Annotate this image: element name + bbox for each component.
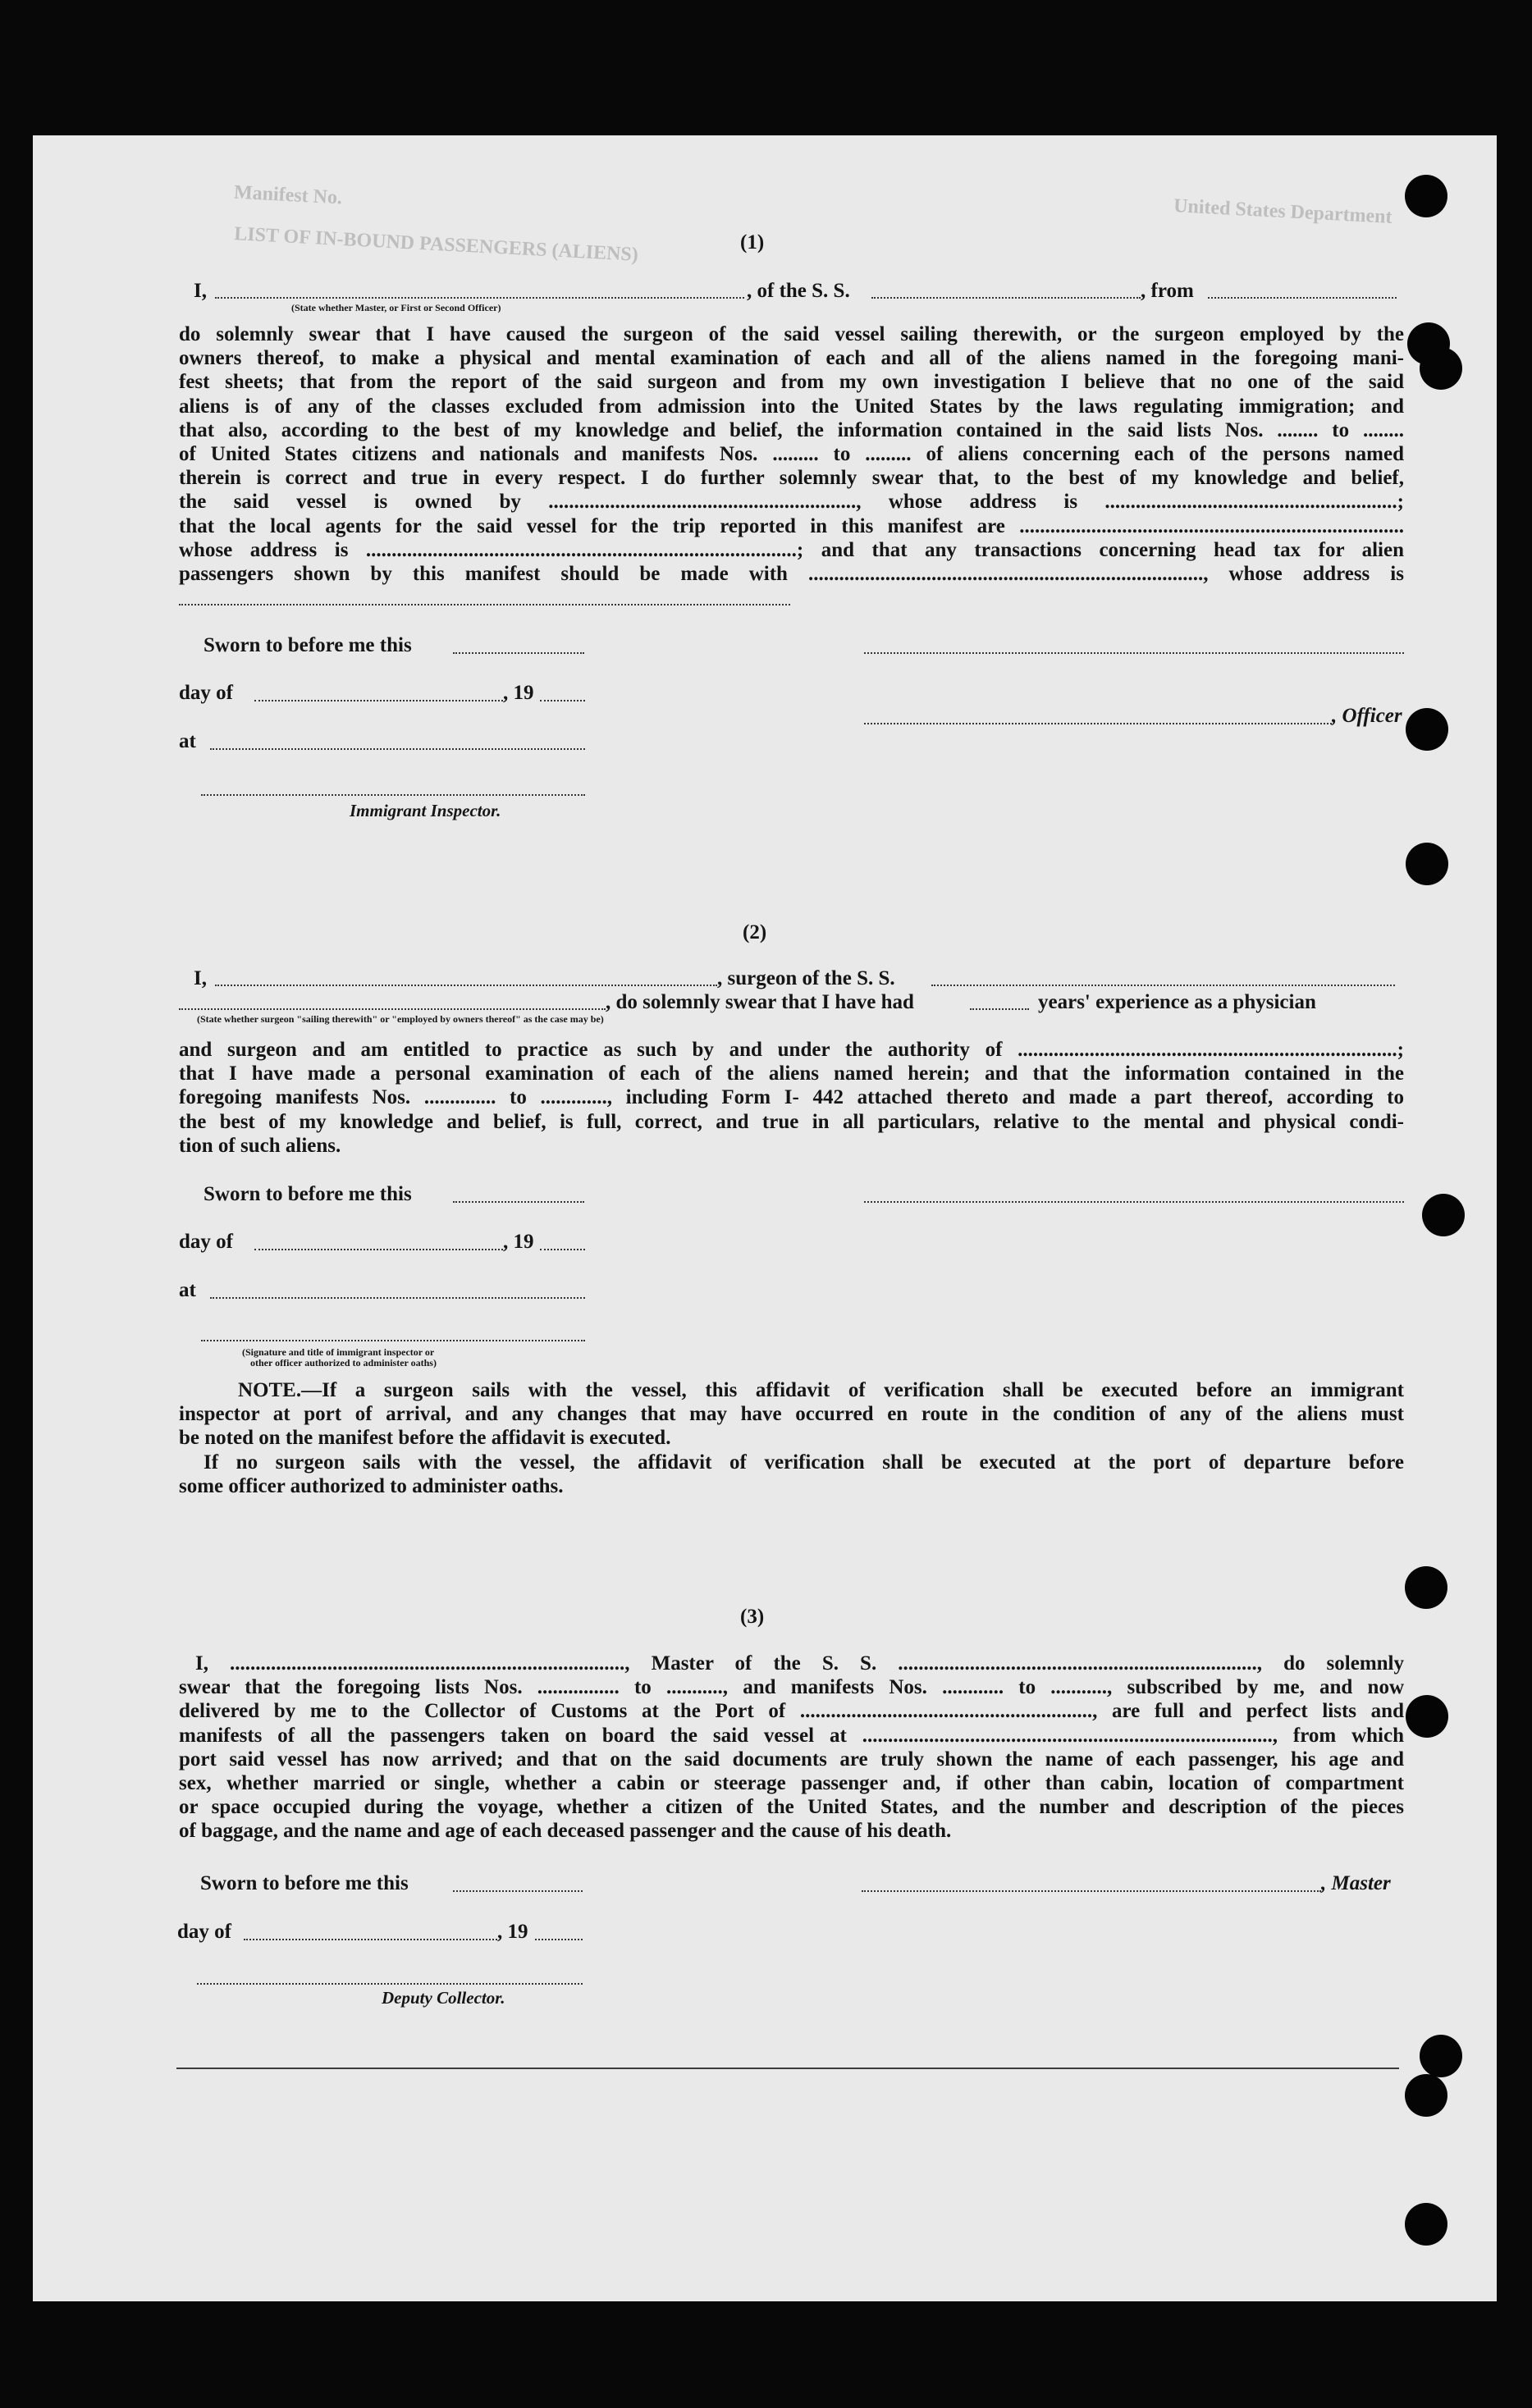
from-port-field[interactable] xyxy=(1208,297,1397,299)
year-field-1[interactable] xyxy=(540,700,585,701)
section-1-line: passengers shown by this manifest should be made with ............................................................................., whose address is xyxy=(179,563,1404,586)
section-3-line: swear that the foregoing lists Nos. ................ to ..........., and manifests Nos. ............ to ..........., subscribed by me, and now xyxy=(179,1676,1404,1699)
section-1-line: that also, according to the best of my knowledge and belief, the information contained in the said lists Nos. ........ to ........ xyxy=(179,418,1404,441)
section-2-line: foregoing manifests Nos. .............. to ............., including Form I- 442 attached thereto and made a part thereof, according to xyxy=(179,1086,1404,1109)
day-of-label-3: day of xyxy=(177,1921,231,1943)
section-1-paragraph xyxy=(179,322,1404,586)
note-line: If no surgeon sails with the vessel, the affidavit of verification shall be executed at the port of departure before xyxy=(204,1451,1404,1474)
surgeon-vessel-field[interactable] xyxy=(931,985,1395,986)
bleed-through-mark: United States Department xyxy=(1173,195,1393,228)
section-1-line: owners thereof, to make a physical and mental examination of each and all of the aliens named in the foregoing mani- xyxy=(179,347,1404,370)
place-field-2[interactable] xyxy=(210,1297,585,1299)
years-experience-field[interactable] xyxy=(970,1008,1029,1010)
section-3-line: port said vessel has now arrived; and that on the said documents are truly shown the name of each passenger, his age and xyxy=(179,1748,1404,1771)
surgeon-type-field[interactable] xyxy=(179,1008,606,1010)
inspector-signature-field[interactable] xyxy=(201,794,585,796)
vessel-name-field[interactable] xyxy=(871,297,1141,299)
immigrant-inspector-caption: Immigrant Inspector. xyxy=(350,801,501,820)
sworn-date-field-3[interactable] xyxy=(453,1890,583,1892)
years-experience-label: years' experience as a physician xyxy=(1038,991,1316,1013)
section-1-line: of United States citizens and nationals and manifests Nos. ......... to ......... of aliens concerning each of the persons named xyxy=(179,443,1404,466)
section-3-paragraph xyxy=(179,1652,1404,1844)
note-line: inspector at port of arrival, and any changes that may have occurred en route in the condition of any of the aliens must xyxy=(179,1403,1404,1426)
section-1-ss-label: , of the S. S. xyxy=(747,280,850,302)
signature-caption-line: other officer authorized to administer oaths) xyxy=(250,1357,437,1368)
sworn-date-field-1[interactable] xyxy=(453,652,584,654)
binder-hole xyxy=(1406,708,1448,751)
section-2-i: I, xyxy=(194,967,207,989)
note-line: NOTE.—If a surgeon sails with the vessel, this affidavit of verification shall be executed before an immigrant xyxy=(238,1379,1404,1401)
officer-label: , Officer xyxy=(1332,705,1402,727)
section-3-line: of baggage, and the name and age of each deceased passenger and the cause of his death. xyxy=(179,1820,952,1843)
section-1-i: I, xyxy=(194,280,207,302)
officer-signature-field[interactable] xyxy=(864,723,1332,724)
binder-hole xyxy=(1420,347,1462,390)
note-line: be noted on the manifest before the affidavit is executed. xyxy=(179,1427,671,1450)
witness-signature-field[interactable] xyxy=(201,1340,585,1341)
binder-hole xyxy=(1406,1695,1448,1738)
section-1-line: whose address is ....................................................................................; and that any transactions concerning head tax for alien xyxy=(179,538,1404,561)
section-1-line: do solemnly swear that I have caused the surgeon of the said vessel sailing therewith, or the surgeon employed by the xyxy=(179,323,1404,345)
at-label-2: at xyxy=(179,1279,196,1301)
section-1-line: that the local agents for the said vessel for the trip reported in this manifest are ........................................................................... xyxy=(179,514,1404,537)
binder-hole xyxy=(1405,1566,1447,1609)
surgeon-of-ss-label: , surgeon of the S. S. xyxy=(717,967,895,989)
year-label-2: , 19 xyxy=(503,1231,534,1253)
section-2-paragraph xyxy=(179,1038,1404,1158)
section-2-line: the best of my knowledge and belief, is full, correct, and true in all particulars, relative to the mental and physical condi- xyxy=(179,1110,1404,1133)
day-of-label-1: day of xyxy=(179,682,233,704)
deputy-collector-caption: Deputy Collector. xyxy=(382,1988,505,2008)
day-field-2[interactable] xyxy=(254,1249,503,1250)
section-2-line: tion of such aliens. xyxy=(179,1134,341,1157)
head-tax-address-field[interactable] xyxy=(179,604,790,605)
section-2-note xyxy=(179,1378,1404,1498)
binder-hole xyxy=(1422,1194,1465,1236)
officer-signature-line-top[interactable] xyxy=(864,652,1404,654)
binder-hole xyxy=(1405,2203,1447,2246)
surgeon-signature-field[interactable] xyxy=(864,1201,1404,1203)
surgeon-swear-label: , do solemnly swear that I have had xyxy=(606,991,914,1013)
section-2-line: and surgeon and am entitled to practice as such by and under the authority of ..........................................................................; xyxy=(179,1039,1404,1061)
officer-caption: (State whether Master, or First or Second Officer) xyxy=(291,302,501,313)
year-label-1: , 19 xyxy=(503,682,534,704)
section-2-line: that I have made a personal examination of each of the aliens named herein; and that the information contained in the xyxy=(179,1062,1404,1085)
section-1-line: fest sheets; that from the report of the said surgeon and from my own investigation I believe that no one of the said xyxy=(179,371,1404,394)
place-field-1[interactable] xyxy=(210,748,585,750)
section-3-number: (3) xyxy=(740,1606,765,1628)
binder-hole xyxy=(1405,175,1447,217)
binder-hole xyxy=(1420,2035,1462,2077)
section-3-line: I, ............................................................................., Master of the S. S. ......................................................................, do solemnly xyxy=(195,1652,1404,1675)
section-3-line: delivered by me to the Collector of Customs at the Port of ........................................................., are full and perfect lists and xyxy=(179,1700,1404,1723)
sworn-label-1: Sworn to before me this xyxy=(204,634,412,656)
section-1-line: the said vessel is owned by ............................................................, whose address is .........................................................; xyxy=(179,491,1404,514)
signature-caption-line: (Signature and title of immigrant inspector or xyxy=(242,1346,435,1358)
surgeon-name-field[interactable] xyxy=(215,985,717,986)
year-field-2[interactable] xyxy=(540,1249,585,1250)
bleed-through-mark: Manifest No. xyxy=(233,181,343,209)
sworn-label-3: Sworn to before me this xyxy=(200,1872,409,1894)
sworn-label-2: Sworn to before me this xyxy=(204,1183,412,1205)
master-signature-field[interactable] xyxy=(862,1890,1321,1892)
master-label: , Master xyxy=(1321,1872,1391,1894)
section-1-line: therein is correct and true in every respect. I do further solemnly swear that, to the best of my knowledge and belief, xyxy=(179,467,1404,490)
officer-name-field[interactable] xyxy=(215,297,744,299)
section-1-from-label: , from xyxy=(1141,280,1194,302)
section-3-line: sex, whether married or single, whether a cabin or steerage passenger and, if other than cabin, location of compartment xyxy=(179,1772,1404,1795)
bottom-rule xyxy=(176,2068,1399,2069)
section-3-line: manifests of all the passengers taken on board the said vessel at ................................................................................, from which xyxy=(179,1724,1404,1747)
collector-signature-field[interactable] xyxy=(197,1983,583,1985)
year-field-3[interactable] xyxy=(535,1939,583,1940)
section-1-line: aliens is of any of the classes excluded from admission into the United States by the laws regulating immigration; and xyxy=(179,395,1404,418)
note-line: some officer authorized to administer oaths. xyxy=(179,1474,564,1497)
section-1-number: (1) xyxy=(740,231,765,254)
binder-hole xyxy=(1405,2074,1447,2117)
day-of-label-2: day of xyxy=(179,1231,233,1253)
bleed-through-mark: LIST OF IN-BOUND PASSENGERS (ALIENS) xyxy=(233,223,639,266)
year-label-3: , 19 xyxy=(497,1921,528,1943)
sworn-date-field-2[interactable] xyxy=(453,1201,584,1203)
section-2-number: (2) xyxy=(743,921,767,944)
at-label-1: at xyxy=(179,730,196,752)
document-sheet xyxy=(33,135,1497,2301)
section-3-line: or space occupied during the voyage, whether a citizen of the United States, and the number and description of the pieces xyxy=(179,1796,1404,1819)
surgeon-caption: (State whether surgeon "sailing therewith" or "employed by owners thereof" as the case may be) xyxy=(197,1013,604,1025)
day-field-1[interactable] xyxy=(254,700,503,701)
binder-hole xyxy=(1406,843,1448,885)
day-field-3[interactable] xyxy=(244,1939,497,1940)
